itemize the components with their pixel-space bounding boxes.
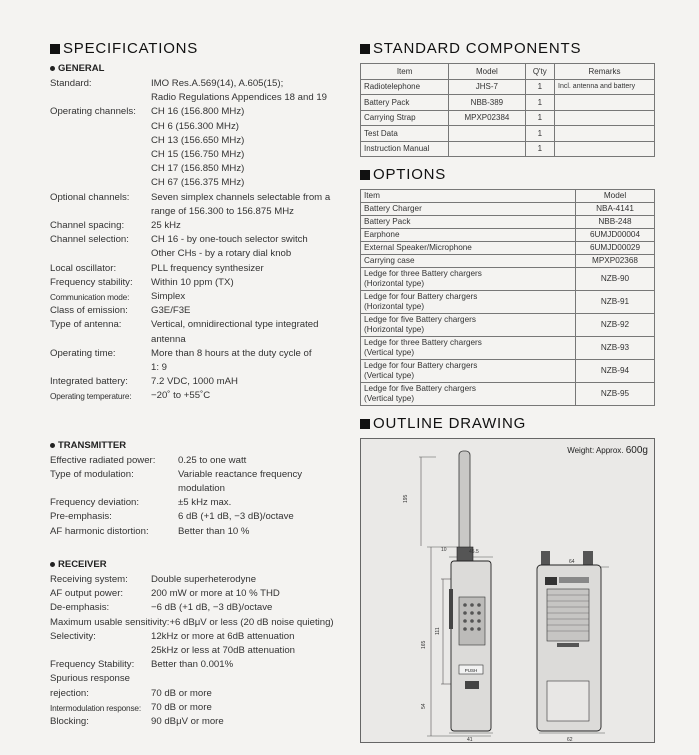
- table-row: [361, 79, 655, 95]
- spec-row: [50, 573, 350, 587]
- spec-label: Standard:: [50, 78, 92, 89]
- spec-value: [151, 601, 350, 615]
- table-row: [361, 141, 655, 157]
- spec-value-line: CH 67 (156.375 MHz): [151, 177, 245, 189]
- spec-label: Type of antenna:: [50, 319, 122, 331]
- table-cell: Test Data: [361, 126, 449, 142]
- spec-value-line: Within 10 ppm (TX): [151, 276, 234, 288]
- table-row: [361, 360, 655, 383]
- option-model: 6UMJD00004: [576, 229, 655, 242]
- spec-row: [50, 616, 350, 630]
- spec-label: Local oscillator:: [50, 262, 117, 274]
- spec-value: [178, 510, 350, 524]
- spec-value: [151, 290, 350, 304]
- table-cell: 1: [525, 141, 554, 157]
- spec-row: [50, 77, 350, 105]
- option-item: [361, 268, 576, 291]
- table-cell: 1: [525, 95, 554, 111]
- option-item-line: (Horizontal type): [364, 302, 425, 311]
- spec-row: [50, 389, 350, 403]
- spec-value-line: +6 dBμV or less (20 dB noise quieting): [169, 616, 334, 628]
- spec-value-line: CH 17 (156.850 MHz): [151, 163, 245, 175]
- spec-value-line: IMO Res.A.569(14), A.605(15);: [151, 78, 284, 89]
- table-row: [361, 229, 655, 242]
- spec-value: [151, 191, 350, 219]
- spec-row: [50, 468, 350, 496]
- spec-label: Type of modulation:: [50, 468, 134, 480]
- outline-drawing-box: [360, 438, 655, 743]
- option-model: NZB-91: [576, 291, 655, 314]
- table-cell: [449, 126, 525, 142]
- dim-upper: 111: [435, 627, 441, 635]
- spec-value-line: 1: 9: [151, 362, 168, 374]
- spec-value: [169, 616, 350, 630]
- spec-value-line: 25 kHz: [151, 220, 181, 232]
- spec-row: [50, 672, 350, 686]
- spec-value: [151, 318, 350, 346]
- option-item: [361, 242, 576, 255]
- spec-label: De-emphasis:: [50, 602, 110, 614]
- transmitter-spec-list: [50, 454, 350, 539]
- spec-label: Operating temperature:: [50, 391, 132, 402]
- spec-label: Class of emission:: [50, 305, 128, 317]
- table-cell: [555, 141, 655, 157]
- outline-drawing-title: OUTLINE DRAWING: [360, 415, 655, 432]
- spec-value-line: CH 15 (156.750 MHz): [151, 149, 245, 161]
- battery-pack-shape: [547, 681, 589, 721]
- spec-row: [50, 687, 350, 701]
- spec-value-line: PLL frequency synthesizer: [151, 262, 264, 274]
- spec-row: [50, 347, 350, 375]
- spec-value: [151, 715, 350, 729]
- spec-value-line: Other CHs - by a rotary dial knob: [151, 248, 292, 260]
- spec-value: [151, 105, 350, 190]
- spec-value-line: 70 dB or more: [151, 701, 212, 713]
- option-model: NZB-92: [576, 314, 655, 337]
- spec-value-line: 70 dB or more: [151, 687, 212, 699]
- table-cell: 1: [525, 126, 554, 142]
- spec-value-line: 7.2 VDC, 1000 mAH: [151, 376, 238, 388]
- spec-label: Channel spacing:: [50, 220, 125, 232]
- section-square-icon: [360, 170, 370, 180]
- spec-value: [151, 276, 350, 290]
- radio-side-view: [451, 561, 491, 731]
- spec-label: Maximum usable sensitivity:: [50, 616, 170, 628]
- dim-front-width: 64: [569, 559, 575, 565]
- table-header: Q'ty: [525, 64, 554, 80]
- spec-label: Frequency stability:: [50, 276, 133, 288]
- table-cell: [449, 141, 525, 157]
- dim-body-height: 165: [421, 640, 427, 649]
- spec-value: [178, 525, 350, 539]
- spec-value-line: CH 16 - by one-touch selector switch: [151, 234, 308, 246]
- bullet-icon: [50, 66, 55, 71]
- table-row: [361, 337, 655, 360]
- option-item: [361, 291, 576, 314]
- spec-value: [151, 658, 350, 672]
- option-item-line: (Vertical type): [364, 394, 415, 403]
- option-model: NBA-4141: [576, 203, 655, 216]
- option-model: NZB-94: [576, 360, 655, 383]
- table-cell: NBB-389: [449, 95, 525, 111]
- spec-row: [50, 375, 350, 389]
- bullet-icon: [50, 562, 55, 567]
- table-cell: Incl. antenna and battery: [555, 79, 655, 95]
- spec-row: [50, 658, 350, 672]
- spec-value-line: antenna: [151, 333, 186, 345]
- option-item: [361, 203, 576, 216]
- spec-row: [50, 454, 350, 468]
- spec-row: [50, 105, 350, 190]
- spec-row: [50, 496, 350, 510]
- dim-front-bottom: 62: [567, 737, 573, 742]
- standard-components-title: STANDARD COMPONENTS: [360, 40, 655, 57]
- receiver-heading: RECEIVER: [50, 559, 350, 570]
- option-item-line: Ledge for five Battery chargers: [364, 315, 476, 324]
- options-title: OPTIONS: [360, 166, 655, 183]
- table-header: Model: [576, 190, 655, 203]
- spec-label: Receiving system:: [50, 573, 128, 585]
- spec-row: [50, 701, 350, 715]
- spec-value-line: 25kHz or less at 70dB attenuation: [151, 644, 295, 656]
- table-header: Model: [449, 64, 525, 80]
- table-cell: MPXP02384: [449, 110, 525, 126]
- spec-value-line: Better than 10 %: [178, 525, 250, 537]
- spec-row: [50, 601, 350, 615]
- spec-value-line: CH 13 (156.650 MHz): [151, 134, 245, 146]
- table-cell: Battery Pack: [361, 95, 449, 111]
- spec-value-line: Variable reactance frequency modulation: [178, 468, 303, 495]
- option-item: [361, 255, 576, 268]
- spec-row: [50, 525, 350, 539]
- spec-value-line: Better than 0.001%: [151, 659, 234, 671]
- spec-value-line: 6 dB (+1 dB, −3 dB)/octave: [178, 511, 294, 523]
- spec-label: Communication mode:: [50, 292, 130, 303]
- table-cell: [555, 110, 655, 126]
- spec-label: Optional channels:: [50, 191, 130, 203]
- spec-label: Channel selection:: [50, 234, 129, 246]
- spec-value-line: Simplex: [151, 291, 186, 303]
- spec-value: [151, 701, 350, 715]
- general-spec-list: [50, 77, 350, 404]
- bullet-icon: [50, 443, 55, 448]
- table-row: [361, 242, 655, 255]
- option-item-line: Ledge for three Battery chargers: [364, 269, 482, 278]
- spec-value-line: G3E/F3E: [151, 305, 191, 317]
- table-cell: 1: [525, 110, 554, 126]
- table-cell: Carrying Strap: [361, 110, 449, 126]
- spec-row: [50, 587, 350, 601]
- standard-components-table: [360, 63, 655, 157]
- spec-value-line: Double superheterodyne: [151, 573, 257, 585]
- spec-value: [178, 468, 350, 496]
- spec-value-line: Vertical, omnidirectional type integrated: [151, 319, 319, 331]
- table-row: [361, 126, 655, 142]
- spec-value: [151, 672, 350, 686]
- specifications-section: [50, 40, 350, 729]
- spec-row: [50, 276, 350, 290]
- antenna-shape: [459, 451, 470, 551]
- section-square-icon: [360, 419, 370, 429]
- table-row: [361, 291, 655, 314]
- option-item-line: Carrying case: [364, 256, 415, 265]
- spec-value-line: Seven simplex channels selectable from a: [151, 191, 331, 203]
- spec-label: Selectivity:: [50, 630, 96, 642]
- spec-value-line: 12kHz or more at 6dB attenuation: [151, 630, 295, 642]
- specifications-title: SPECIFICATIONS: [50, 40, 350, 57]
- option-item-line: Battery Pack: [364, 217, 411, 226]
- table-cell: Radiotelephone: [361, 79, 449, 95]
- spec-row: [50, 715, 350, 729]
- right-column: [360, 40, 655, 438]
- dim-side-bottom: 41: [467, 737, 473, 742]
- spec-label: rejection:: [50, 687, 89, 699]
- spec-row: [50, 304, 350, 318]
- dim-top-b: 45.5: [469, 549, 479, 555]
- section-square-icon: [360, 44, 370, 54]
- option-item: [361, 383, 576, 406]
- spec-value-line: CH 16 (156.800 MHz): [151, 106, 245, 118]
- push-button-label: PUSH: [464, 668, 478, 673]
- spec-value-line: −20˚ to +55˚C: [151, 390, 211, 402]
- spec-value: [151, 375, 350, 389]
- option-model: NZB-93: [576, 337, 655, 360]
- spec-value-line: [151, 672, 350, 686]
- table-row: [361, 110, 655, 126]
- spec-value-line: 0.25 to one watt: [178, 454, 247, 466]
- spec-label: Effective radiated power:: [50, 454, 156, 466]
- spec-value: [151, 587, 350, 601]
- table-cell: [555, 126, 655, 142]
- table-header-row: [361, 190, 655, 203]
- option-item-line: (Horizontal type): [364, 279, 425, 288]
- option-model: NZB-95: [576, 383, 655, 406]
- spec-value-line: CH 6 (156.300 MHz): [151, 120, 239, 132]
- transmitter-heading: TRANSMITTER: [50, 440, 350, 451]
- spec-row: [50, 318, 350, 346]
- table-header: Remarks: [555, 64, 655, 80]
- option-item-line: Ledge for five Battery chargers: [364, 384, 476, 393]
- spec-value: [151, 233, 350, 261]
- spec-row: [50, 219, 350, 233]
- option-item-line: (Vertical type): [364, 348, 415, 357]
- dim-antenna: 195: [403, 494, 409, 503]
- spec-value: [151, 687, 350, 701]
- option-item: [361, 229, 576, 242]
- spec-label: Blocking:: [50, 715, 89, 727]
- option-item-line: Earphone: [364, 230, 400, 239]
- section-square-icon: [50, 44, 60, 54]
- spec-row: [50, 630, 350, 658]
- spec-label: Operating time:: [50, 347, 116, 359]
- option-item-line: External Speaker/Microphone: [364, 243, 472, 252]
- option-model: NBB-248: [576, 216, 655, 229]
- option-item-line: Battery Charger: [364, 204, 422, 213]
- table-header: Item: [361, 64, 449, 80]
- table-cell: [555, 95, 655, 111]
- spec-value: [178, 496, 350, 510]
- spec-value-line: 200 mW or more at 10 % THD: [151, 588, 280, 600]
- spec-row: [50, 510, 350, 524]
- spec-value: [151, 573, 350, 587]
- table-cell: 1: [525, 79, 554, 95]
- option-item-line: Ledge for three Battery chargers: [364, 338, 482, 347]
- option-item-line: Ledge for four Battery chargers: [364, 361, 478, 370]
- option-model: 6UMJD00029: [576, 242, 655, 255]
- option-item: [361, 216, 576, 229]
- spec-value-line: ±5 kHz max.: [178, 497, 232, 509]
- option-model: MPXP02368: [576, 255, 655, 268]
- spec-row: [50, 233, 350, 261]
- table-row: [361, 203, 655, 216]
- options-table: [360, 189, 655, 406]
- spec-value: [151, 77, 350, 105]
- spec-value: [151, 304, 350, 318]
- option-item: [361, 360, 576, 383]
- spec-value: [178, 454, 350, 468]
- table-row: [361, 95, 655, 111]
- weight-label: Weight: Approx. 600g: [567, 445, 648, 456]
- table-row: [361, 268, 655, 291]
- dim-top-a: 10: [441, 547, 447, 553]
- spec-value: [151, 389, 350, 403]
- spec-value-line: 90 dBμV or more: [151, 715, 224, 727]
- option-item-line: Ledge for four Battery chargers: [364, 292, 478, 301]
- option-item: [361, 337, 576, 360]
- spec-value-line: −6 dB (+1 dB, −3 dB)/octave: [151, 602, 273, 614]
- spec-label: Operating channels:: [50, 106, 136, 118]
- spec-label: Intermodulation response:: [50, 702, 141, 713]
- spec-row: [50, 191, 350, 219]
- option-model: NZB-90: [576, 268, 655, 291]
- spec-value: [151, 630, 350, 658]
- table-row: [361, 216, 655, 229]
- spec-label: AF output power:: [50, 588, 124, 600]
- spec-value: [151, 262, 350, 276]
- option-item-line: (Horizontal type): [364, 325, 425, 334]
- table-header: Item: [361, 190, 576, 203]
- spec-value-line: More than 8 hours at the duty cycle of: [151, 347, 312, 359]
- spec-label: Pre-emphasis:: [50, 511, 112, 523]
- table-row: [361, 383, 655, 406]
- spec-label: Integrated battery:: [50, 376, 128, 388]
- spec-value-line: Radio Regulations Appendices 18 and 19: [151, 92, 328, 104]
- speaker-grille-shape: [547, 589, 589, 641]
- option-item-line: (Vertical type): [364, 371, 415, 380]
- table-cell: JHS-7: [449, 79, 525, 95]
- spec-value: [151, 347, 350, 375]
- general-heading: GENERAL: [50, 63, 350, 74]
- dim-lower: 54: [421, 703, 427, 709]
- spec-value-line: range of 156.300 to 156.875 MHz: [151, 205, 294, 217]
- option-item: [361, 314, 576, 337]
- spec-label: AF harmonic distortion:: [50, 525, 149, 537]
- spec-label: Frequency deviation:: [50, 497, 140, 509]
- table-row: [361, 314, 655, 337]
- table-row: [361, 255, 655, 268]
- spec-row: [50, 262, 350, 276]
- receiver-spec-list: [50, 573, 350, 729]
- spec-row: [50, 290, 350, 304]
- radio-outline-svg: [361, 439, 654, 742]
- spec-label: Frequency Stability:: [50, 659, 135, 671]
- spec-value: [151, 219, 350, 233]
- table-cell: Instruction Manual: [361, 141, 449, 157]
- spec-label: Spurious response: [50, 673, 130, 685]
